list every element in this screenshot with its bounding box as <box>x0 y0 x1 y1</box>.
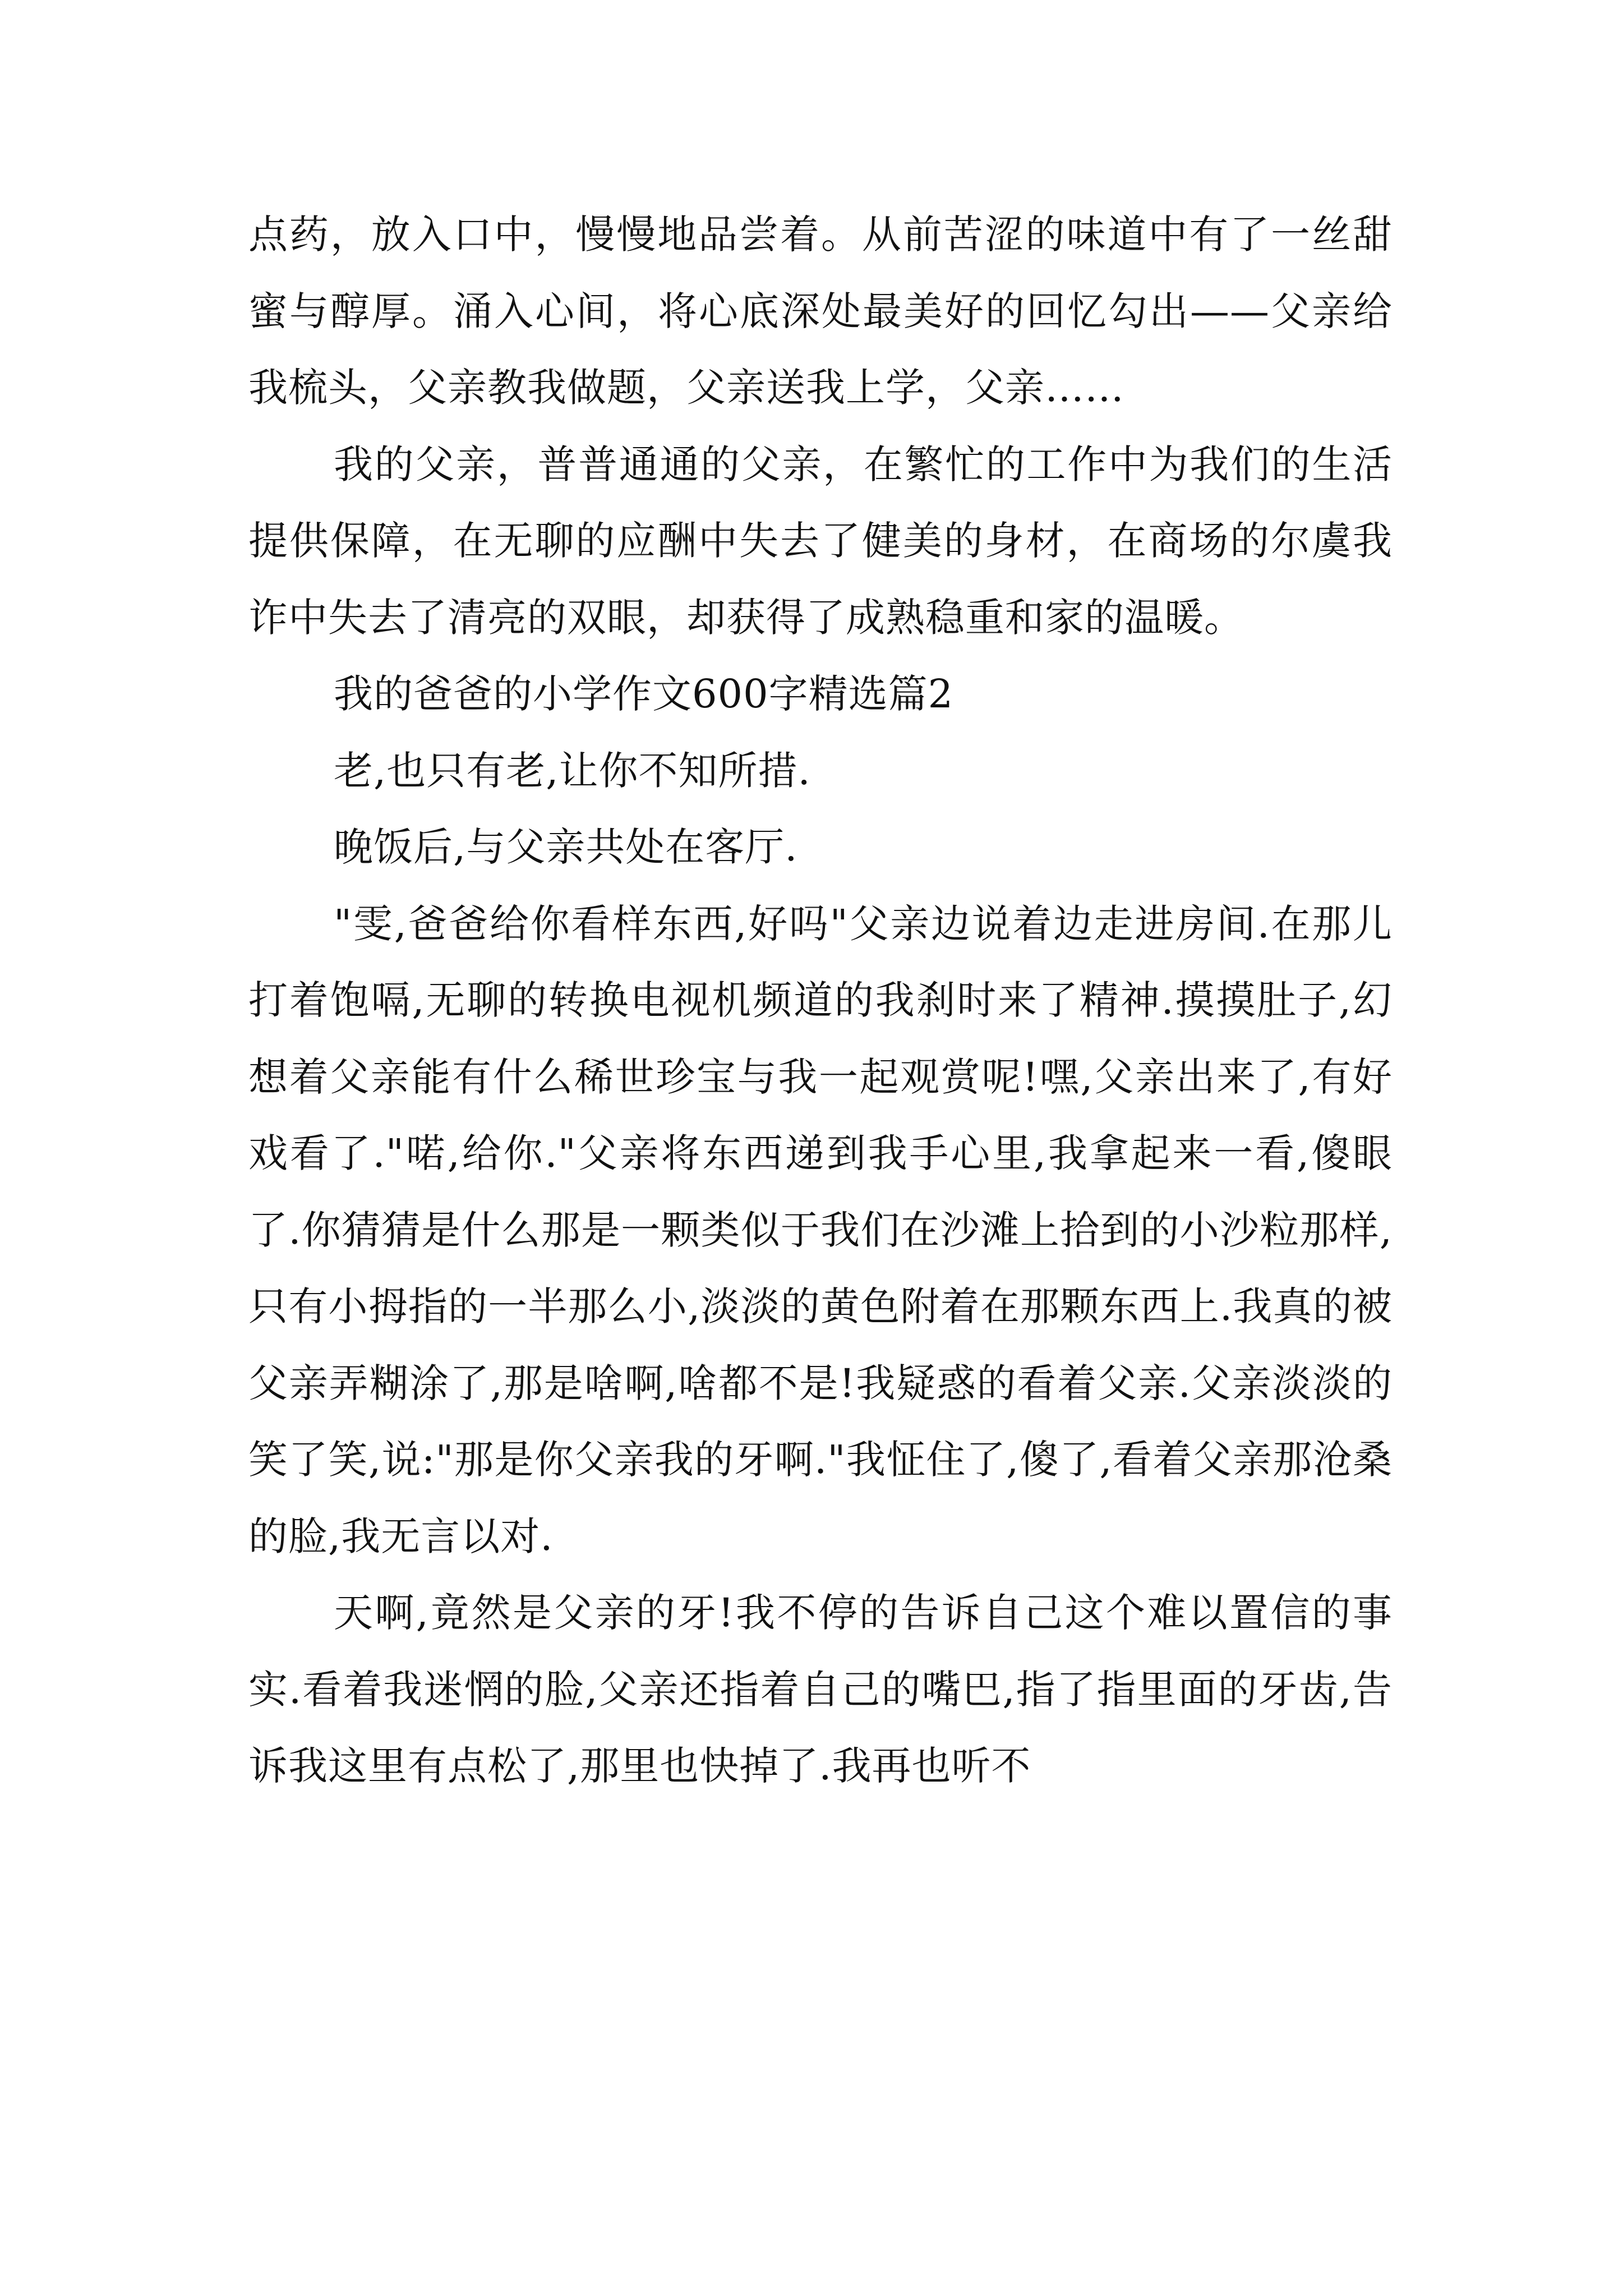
paragraph-father-description: 我的父亲，普普通通的父亲，在繁忙的工作中为我们的生活提供保障，在无聊的应酬中失去了健美的身材，在商场的尔虞我诈中失去了清亮的双眼，却获得了成熟稳重和家的温暖。 <box>248 441 1393 641</box>
paragraph-realization: 天啊,竟然是父亲的牙!我不停的告诉自己这个难以置信的事实.看着我迷惘的脸,父亲还指着自己的嘴巴,指了指里面的牙齿,告诉我这里有点松了,那里也快掉了.我再也听不 <box>248 1590 1393 1789</box>
paragraph-tooth-story: "雯,爸爸给你看样东西,好吗"父亲边说着边走进房间.在那儿打着饱嗝,无聊的转换电视机频道的我刹时来了精神.摸摸肚子,幻想着父亲能有什么稀世珍宝与我一起观赏呢!嘿,父亲出来了,有好戏看了."喏,给你."父亲将东西递到我手心里,我拿起来一看,傻眼了.你猜猜是什么那是一颗类似于我们在沙滩上拾到的小沙粒那样,只有小拇指的一半那么小,淡淡的黄色附着在那颗东西上.我真的被父亲弄糊涂了,那是啥啊,啥都不是!我疑惑的看着父亲.父亲淡淡的笑了笑,说:"那是你父亲我的牙啊."我怔住了,傻了,看着父亲那沧桑的脸,我无言以对. <box>248 900 1393 1559</box>
essay-heading: 我的爸爸的小学作文600字精选篇2 <box>334 671 954 717</box>
paragraph-after-dinner: 晚饭后,与父亲共处在客厅. <box>334 824 798 870</box>
document-body <box>248 196 1393 1805</box>
paragraph-old-age: 老,也只有老,让你不知所措. <box>334 747 811 794</box>
paragraph-continuation: 点药，放入口中，慢慢地品尝着。从前苦涩的味道中有了一丝甜蜜与醇厚。涌入心间，将心底深处最美好的回忆勾出——父亲给我梳头，父亲教我做题，父亲送我上学，父亲…… <box>248 211 1393 411</box>
